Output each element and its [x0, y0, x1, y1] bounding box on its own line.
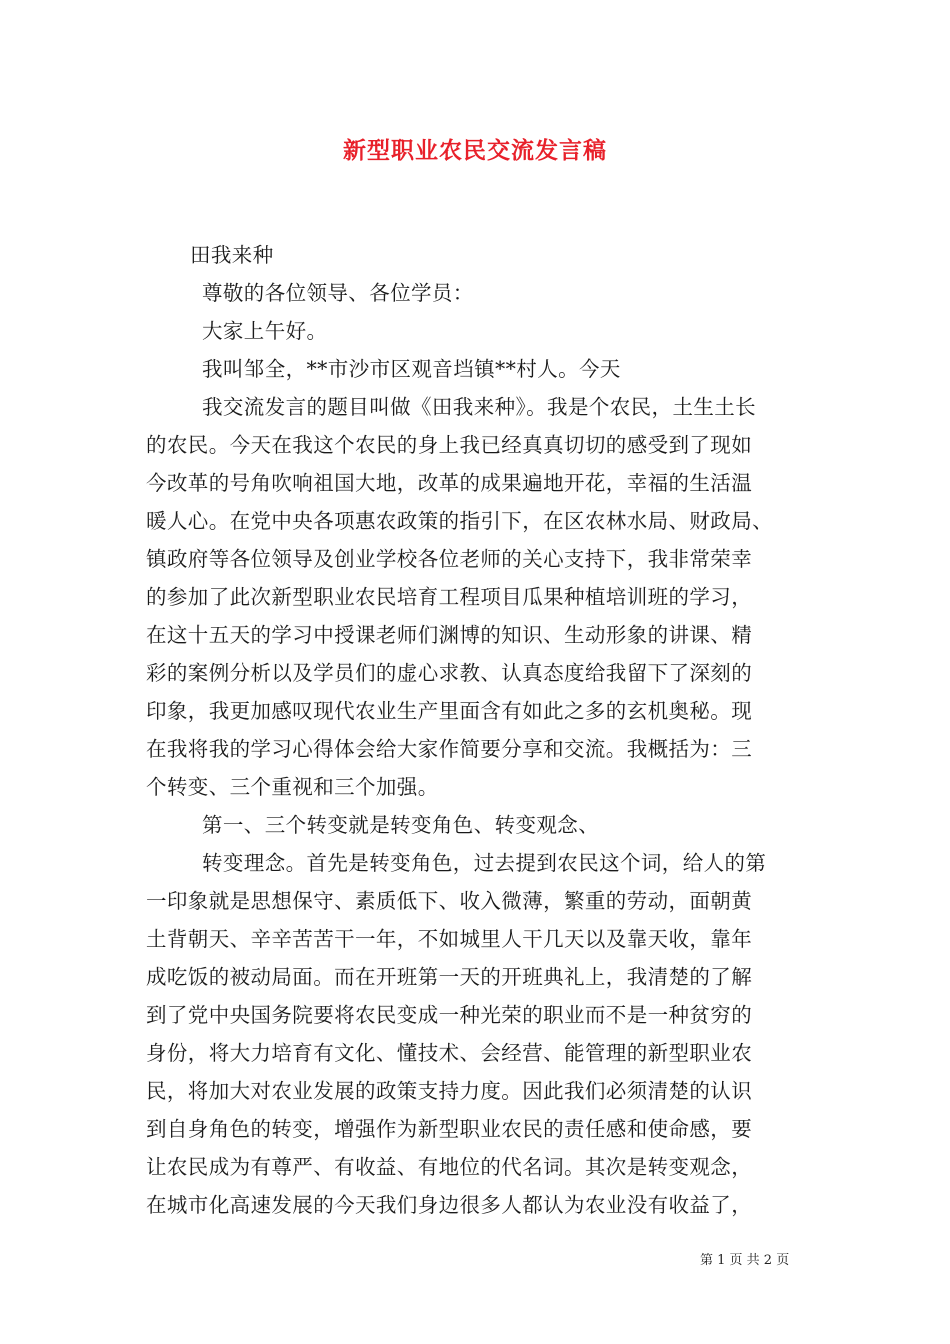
paragraph-line: 今改革的号角吹响祖国大地，改革的成果遍地开花，幸福的生活温 [146, 471, 753, 495]
paragraph-line: 印象，我更加感叹现代农业生产里面含有如此之多的玄机奥秘。现 [146, 699, 753, 723]
paragraph-line: 一印象就是思想保守、素质低下、收入微薄，繁重的劳动，面朝黄 [146, 889, 753, 913]
paragraph-line: 身份，将大力培育有文化、懂技术、会经营、能管理的新型职业农 [146, 1041, 753, 1065]
paragraph-line: 民，将加大对农业发展的政策支持力度。因此我们必须清楚的认识 [146, 1079, 753, 1103]
page-number-footer: 第 1 页 共 2 页 [700, 1253, 790, 1268]
paragraph-line: 土背朝天、辛辛苦苦干一年，不如城里人干几天以及靠天收，靠年 [146, 927, 753, 951]
paragraph-line: 的参加了此次新型职业农民培育工程项目瓜果种植培训班的学习， [146, 585, 753, 609]
paragraph-line: 尊敬的各位领导、各位学员： [202, 281, 474, 305]
paragraph-line: 彩的案例分析以及学员们的虚心求教、认真态度给我留下了深刻的 [146, 661, 753, 685]
document-subtitle: 田我来种 [190, 243, 274, 267]
paragraph-line: 个转变、三个重视和三个加强。 [146, 775, 439, 799]
paragraph-line: 暖人心。在党中央各项惠农政策的指引下，在区农林水局、财政局、 [146, 509, 773, 533]
paragraph-line: 我叫邹全，**市沙市区观音垱镇**村人。今天 [202, 357, 621, 381]
paragraph-line: 大家上午好。 [202, 319, 328, 343]
document-title: 新型职业农民交流发言稿 [343, 137, 607, 164]
paragraph-line: 转变理念。首先是转变角色，过去提到农民这个词，给人的第 [202, 851, 767, 875]
document-body [146, 236, 810, 1224]
paragraph-line: 在这十五天的学习中授课老师们渊博的知识、生动形象的讲课、精 [146, 623, 753, 647]
paragraph-line: 到自身角色的转变，增强作为新型职业农民的责任感和使命感，要 [146, 1117, 753, 1141]
paragraph-line: 让农民成为有尊严、有收益、有地位的代名词。其次是转变观念， [146, 1155, 753, 1179]
paragraph-line: 在城市化高速发展的今天我们身边很多人都认为农业没有收益了， [146, 1193, 753, 1217]
paragraph-line: 到了党中央国务院要将农民变成一种光荣的职业而不是一种贫穷的 [146, 1003, 753, 1027]
paragraph-line: 的农民。今天在我这个农民的身上我已经真真切切的感受到了现如 [146, 433, 753, 457]
paragraph-line: 第一、三个转变就是转变角色、转变观念、 [202, 813, 600, 837]
paragraph-line: 在我将我的学习心得体会给大家作简要分享和交流。我概括为：三 [146, 737, 753, 761]
paragraph-line: 成吃饭的被动局面。而在开班第一天的开班典礼上，我清楚的了解 [146, 965, 753, 989]
paragraph-line: 我交流发言的题目叫做《田我来种》。我是个农民，土生土长 [202, 395, 757, 419]
paragraph-line: 镇政府等各位领导及创业学校各位老师的关心支持下，我非常荣幸 [146, 547, 753, 571]
